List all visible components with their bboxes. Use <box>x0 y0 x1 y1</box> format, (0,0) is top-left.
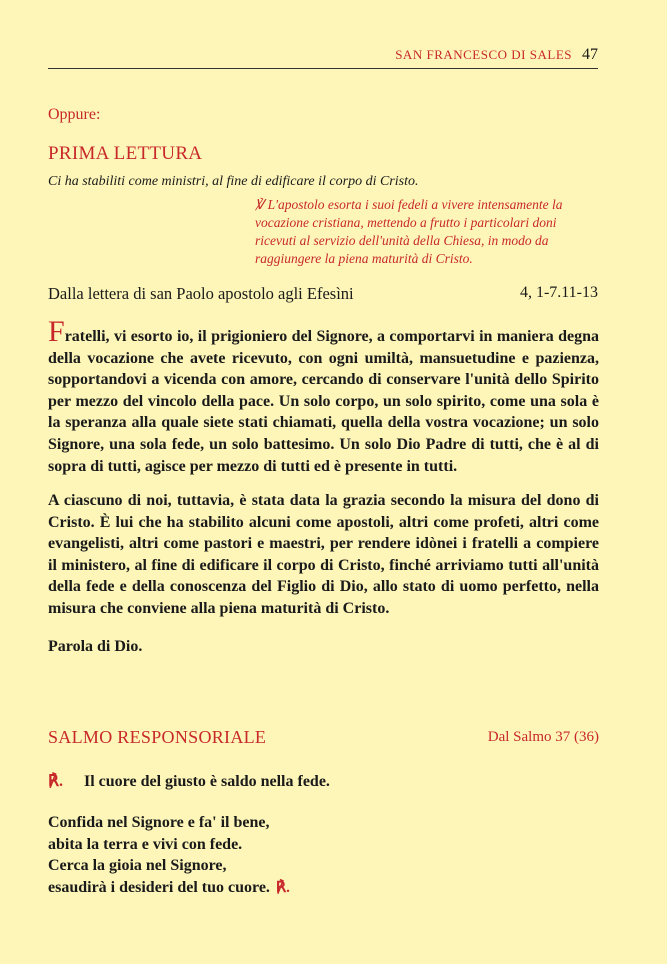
stanza-line-last <box>48 877 290 900</box>
versicle-symbol: ℣ <box>255 197 265 212</box>
reading-intro-text: L'apostolo esorta i suoi fedeli a vivere intensamente la vocazione cristiana, mettendo a frutto i particolari doni ricevuti al servizio dell'unità della Chiesa, in modo da raggiungere la piena maturità di Cristo. <box>255 197 563 266</box>
salmo-stanza <box>48 812 290 899</box>
salmo-refrain <box>48 771 330 791</box>
drop-cap: F <box>48 315 65 348</box>
salmo-reference: Dal Salmo 37 (36) <box>487 729 599 745</box>
stanza-line: Confida nel Signore e fa' il bene, <box>48 814 270 831</box>
reading-source <box>48 284 598 304</box>
salmo-title: SALMO RESPONSORIALE <box>48 727 267 747</box>
reading-subtitle: Ci ha stabiliti come ministri, al fine di edificare il corpo di Cristo. <box>48 174 419 189</box>
oppure-label: Oppure: <box>48 106 101 123</box>
stanza-line: Cerca la gioia nel Signore, <box>48 857 227 874</box>
reading-paragraph-1 <box>48 315 599 477</box>
response-symbol: ℟. <box>48 773 63 790</box>
reading-reference: 4, 1-7.11-13 <box>519 284 598 301</box>
response-symbol-inline: ℟. <box>275 879 290 896</box>
reading-source-text: Dalla lettera di san Paolo apostolo agli Efesìni <box>48 284 354 303</box>
stanza-line: abita la terra e vivi con fede. <box>48 835 243 853</box>
prima-lettura-title: PRIMA LETTURA <box>48 143 203 164</box>
running-title: SAN FRANCESCO DI SALES <box>395 47 572 62</box>
page-number: 47 <box>582 46 598 63</box>
running-head <box>48 46 598 64</box>
reading-intro <box>255 196 600 268</box>
reading-paragraph-1-text: ratelli, vi esorto io, il prigioniero del Signore, a comportarvi in maniera degna della vocazione che avete ricevuto, con ogni umiltà, mansuetudine e pazienza, sopportandovi a vicenda con amore, cercando di conservare l'unità dello Spirito per mezzo del vincolo della pace. Un solo corpo, un solo spirito, come una sola è la speranza alla quale siete stati chiamati, quella della vostra vocazione; un solo Signore, una sola fede, un solo battesimo. Un solo Dio Padre di tutti, che è al di sopra di tutti, agisce per mezzo di tutti ed è presente in tutti. <box>48 328 599 475</box>
salmo-refrain-text: Il cuore del giusto è saldo nella fede. <box>84 773 330 790</box>
stanza-line-text: esaudirà i desideri del tuo cuore. <box>48 878 270 896</box>
reading-paragraph-2: A ciascuno di noi, tuttavia, è stata data la grazia secondo la misura del dono di Cristo. È lui che ha stabilito alcuni come apostoli, altri come profeti, altri come evangelisti, altri come pastori e maestri, per rendere idònei i fratelli a compiere il ministero, al fine di edificare il corpo di Cristo, finché arriviamo tutti all'unità della fede e della conoscenza del Figlio di Dio, allo stato di uomo perfetto, nella misura che conviene alla piena maturità di Cristo. <box>48 492 599 617</box>
reading-closing: Parola di Dio. <box>48 638 143 655</box>
header-rule <box>48 68 598 69</box>
